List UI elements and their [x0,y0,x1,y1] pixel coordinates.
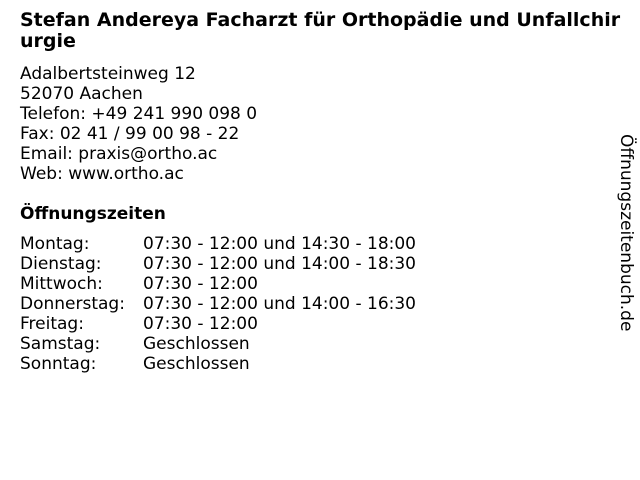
weekday-label: Freitag: [20,314,84,334]
address-street: Adalbertsteinweg 12 [20,64,196,84]
business-title: Stefan Andereya Facharzt für Orthopädie und Unfallchirurgie [20,9,621,52]
hours-value: 07:30 - 12:00 und 14:00 - 16:30 [143,294,416,314]
weekday-label: Donnerstag: [20,294,125,314]
fax-number: Fax: 02 41 / 99 00 98 - 22 [20,124,240,144]
opening-hours-heading: Öffnungszeiten [20,204,166,224]
email-address[interactable]: Email: praxis@ortho.ac [20,144,218,164]
hours-value: Geschlossen [143,354,250,374]
contact-block [20,64,257,184]
address-city: 52070 Aachen [20,84,143,104]
hours-value: 07:30 - 12:00 [143,274,258,294]
weekday-label: Sonntag: [20,354,97,374]
hours-value: 07:30 - 12:00 [143,314,258,334]
weekday-label: Montag: [20,234,90,254]
weekday-label: Mittwoch: [20,274,103,294]
phone-number[interactable]: Telefon: +49 241 990 098 0 [20,104,258,124]
hours-value: 07:30 - 12:00 und 14:30 - 18:00 [143,234,416,254]
website-link[interactable]: Web: www.ortho.ac [20,164,184,184]
weekday-label: Samstag: [20,334,101,354]
hours-value: Geschlossen [143,334,250,354]
site-watermark: Öffnungszeitenbuch.de [616,134,636,332]
weekday-label: Dienstag: [20,254,102,274]
hours-value: 07:30 - 12:00 und 14:00 - 18:30 [143,254,416,274]
